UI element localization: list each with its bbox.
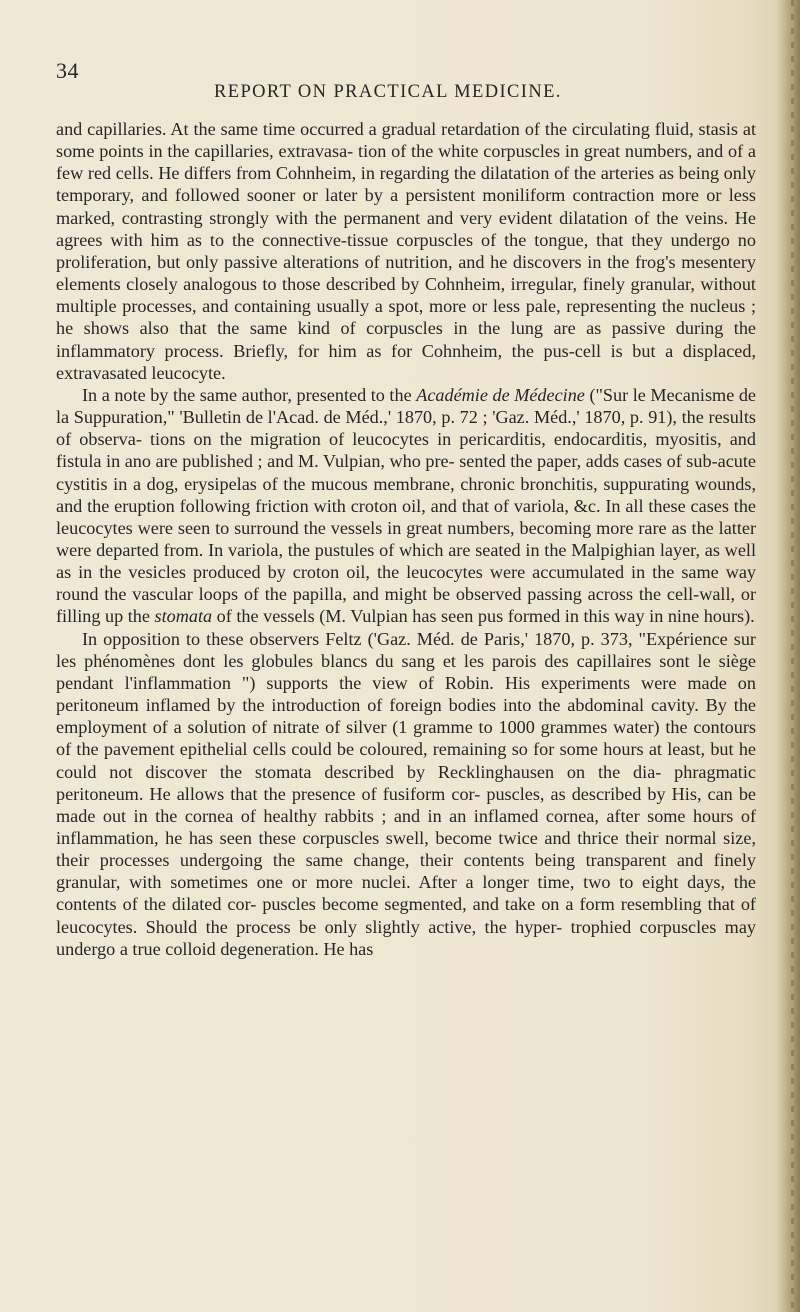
paragraph-2-body: ("Sur le Mecanisme de la Suppuration," 'Bulletin de l'Acad. de Méd.,' 1870, p. 72 ; 'Gaz. Méd.,' 1870, p. 91), the results of observa- tions on the migration of leucocytes in pericarditis, endocarditis, myositis, and fistula in ano are published ; and M. Vulpian, who pre- sented the paper, adds cases of sub-acute cystitis in a dog, erysipelas of the mucous membrane, chronic bronchitis, suppurating wounds, and the eruption following friction with croton oil, and that of variola, &c. In all these cases the leucocytes were seen to surround the vessels in great numbers, becoming more rare as the latter were departed from. In variola, the pustules of which are seated in the Malpighian layer, as well as in the vesicles produced by croton oil, the leucocytes were accumulated in the same way round the vascular loops of the papilla, and might be observed passing across the cell-wall, or filling up the [56,384,756,627]
paragraph-2 [56,384,756,628]
paragraph-2-end: of the vessels (M. Vulpian has seen pus formed in this way in nine hours). [212,606,755,627]
paragraph-1: and capillaries. At the same time occurred a gradual retardation of the circulating fluid, stasis at some points in the capillaries, extravasa- tion of the white corpuscles in great numbers, and of a few red cells. He differs from Cohnheim, in regarding the dilatation of the arteries as being only temporary, and followed sooner or later by a persistent moniliform contraction more or less marked, contrasting strongly with the permanent and very evident dilatation of the veins. He agrees with him as to the connective-tissue corpuscles of the tongue, that they undergo no proliferation, but only passive alterations of nutrition, and he discovers in the frog's mesentery elements closely analogous to those described by Cohnheim, irregular, finely granular, without multiple processes, and containing usually a spot, more or less pale, representing the nucleus ; he shows also that the same kind of corpuscles in the lung are as passive during the inflammatory process. Briefly, for him as for Cohnheim, the pus-cell is but a displaced, extravasated leucocyte. [56,119,756,383]
paragraph-2-lead: In a note by the same author, presented to the [82,384,417,405]
stomata-term: stomata [154,606,213,627]
page-edge-shadow [776,0,800,1312]
page-number: 34 [56,58,79,83]
journal-title: Académie de Médecine [416,384,585,405]
binding-edge [791,0,794,1312]
body-text [56,118,756,960]
paragraph-3: In opposition to these observers Feltz ('Gaz. Méd. de Paris,' 1870, p. 373, "Expérience sur les phénomènes dont les globules blancs du sang et les parois des capillaires sont le siège pendant l'inflammation ") supports the view of Robin. His experiments were made on peritoneum inflamed by the introduction of foreign bodies into the abdominal cavity. By the employment of a solution of nitrate of silver (1 gramme to 1000 grammes water) the contours of the pavement epithelial cells could be coloured, remaining so for some hours at least, but he could not discover the stomata described by Recklinghausen on the dia- phragmatic peritoneum. He allows that the presence of fusiform cor- puscles, as described by His, can be made out in the cornea of healthy rabbits ; and in an inflamed cornea, after some hours of inflammation, he has seen these corpuscles swell, become twice and thrice their normal size, their processes undergoing the same change, their contents being transparent and finely granular, with sometimes one or more nuclei. After a longer time, two to eight days, the contents of the dilated cor- puscles become segmented, and take on a form resembling that of leucocytes. Should the process be only slightly active, the hyper- trophied corpuscles may undergo a true colloid degeneration. He has [56,628,756,959]
running-title: REPORT ON PRACTICAL MEDICINE. [214,82,562,102]
